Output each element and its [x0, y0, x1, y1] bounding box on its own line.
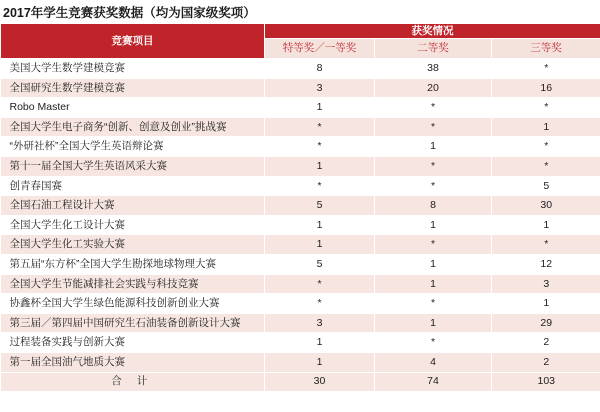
third-prize-count: *: [492, 235, 600, 255]
second-prize-count: *: [375, 294, 492, 314]
first-prize-count: 5: [265, 196, 375, 216]
column-header-third-prize: 三等奖: [492, 38, 600, 58]
competition-name: 全国大学生化工实验大赛: [1, 235, 265, 255]
first-prize-count: *: [265, 294, 375, 314]
first-prize-count: *: [265, 274, 375, 294]
competition-name: “外研社杯”全国大学生英语辩论赛: [1, 137, 265, 157]
first-prize-count: 1: [265, 235, 375, 255]
competition-name: 协鑫杯全国大学生绿色能源科技创新创业大赛: [1, 294, 265, 314]
competition-name: 全国大学生节能减排社会实践与科技竞赛: [1, 274, 265, 294]
second-prize-count: *: [375, 333, 492, 353]
column-header-first-prize: 特等奖／一等奖: [265, 38, 375, 58]
table-row: [1, 333, 600, 353]
first-prize-count: *: [265, 176, 375, 196]
table-row: [1, 98, 600, 118]
table-row: [1, 137, 600, 157]
first-prize-count: 5: [265, 254, 375, 274]
third-prize-count: 16: [492, 78, 600, 98]
competition-name: 第五届“东方杯”全国大学生勘探地球物理大赛: [1, 254, 265, 274]
second-prize-count: *: [375, 156, 492, 176]
column-group-header: 获奖情况: [265, 24, 600, 39]
third-prize-count: 1: [492, 294, 600, 314]
table-row: [1, 274, 600, 294]
third-prize-count: 2: [492, 333, 600, 353]
competition-name: 创青春国赛: [1, 176, 265, 196]
first-prize-count: 1: [265, 156, 375, 176]
column-header-item: 竞赛项目: [1, 24, 265, 59]
second-prize-count: 1: [375, 215, 492, 235]
table-row: [1, 78, 600, 98]
third-prize-count: 3: [492, 274, 600, 294]
competition-name: 第十一届全国大学生英语风采大赛: [1, 156, 265, 176]
second-prize-count: 20: [375, 78, 492, 98]
first-prize-count: 1: [265, 98, 375, 118]
first-prize-count: *: [265, 137, 375, 157]
third-prize-count: *: [492, 137, 600, 157]
competition-name: 第一届全国油气地质大赛: [1, 352, 265, 372]
third-prize-count: 5: [492, 176, 600, 196]
table-body: [1, 59, 600, 392]
table-row: [1, 156, 600, 176]
first-prize-count: 3: [265, 78, 375, 98]
third-prize-count: *: [492, 98, 600, 118]
third-prize-count: 1: [492, 215, 600, 235]
first-prize-count: 8: [265, 59, 375, 79]
table-row: [1, 352, 600, 372]
column-header-second-prize: 二等奖: [375, 38, 492, 58]
table-row: [1, 215, 600, 235]
first-prize-count: *: [265, 117, 375, 137]
total-label: 合 计: [1, 372, 265, 391]
first-prize-count: 3: [265, 313, 375, 333]
second-prize-count: 4: [375, 352, 492, 372]
total-second-prize: 74: [375, 372, 492, 391]
third-prize-count: 1: [492, 117, 600, 137]
competition-name: Robo Master: [1, 98, 265, 118]
second-prize-count: 1: [375, 274, 492, 294]
table-row: [1, 294, 600, 314]
second-prize-count: 8: [375, 196, 492, 216]
total-row: [1, 372, 600, 391]
third-prize-count: 2: [492, 352, 600, 372]
first-prize-count: 1: [265, 215, 375, 235]
table-row: [1, 59, 600, 79]
first-prize-count: 1: [265, 333, 375, 353]
third-prize-count: 30: [492, 196, 600, 216]
table-row: [1, 313, 600, 333]
third-prize-count: 29: [492, 313, 600, 333]
second-prize-count: *: [375, 117, 492, 137]
second-prize-count: *: [375, 176, 492, 196]
competition-name: 过程装备实践与创新大赛: [1, 333, 265, 353]
third-prize-count: *: [492, 59, 600, 79]
third-prize-count: 12: [492, 254, 600, 274]
competition-name: 第三届／第四届中国研究生石油装备创新设计大赛: [1, 313, 265, 333]
third-prize-count: *: [492, 156, 600, 176]
total-first-prize: 30: [265, 372, 375, 391]
table-row: [1, 196, 600, 216]
page-title: 2017年学生竞赛获奖数据（均为国家级奖项）: [3, 6, 256, 20]
total-third-prize: 103: [492, 372, 600, 391]
first-prize-count: 1: [265, 352, 375, 372]
awards-table: [0, 23, 600, 392]
second-prize-count: 1: [375, 254, 492, 274]
competition-name: 全国石油工程设计大赛: [1, 196, 265, 216]
competition-name: 全国研究生数学建模竞赛: [1, 78, 265, 98]
second-prize-count: 1: [375, 137, 492, 157]
competition-name: 全国大学生电子商务“创新、创意及创业”挑战赛: [1, 117, 265, 137]
table-row: [1, 254, 600, 274]
table-row: [1, 235, 600, 255]
competition-name: 美国大学生数学建模竞赛: [1, 59, 265, 79]
second-prize-count: *: [375, 235, 492, 255]
second-prize-count: 1: [375, 313, 492, 333]
table-row: [1, 176, 600, 196]
competition-name: 全国大学生化工设计大赛: [1, 215, 265, 235]
second-prize-count: 38: [375, 59, 492, 79]
second-prize-count: *: [375, 98, 492, 118]
table-row: [1, 117, 600, 137]
